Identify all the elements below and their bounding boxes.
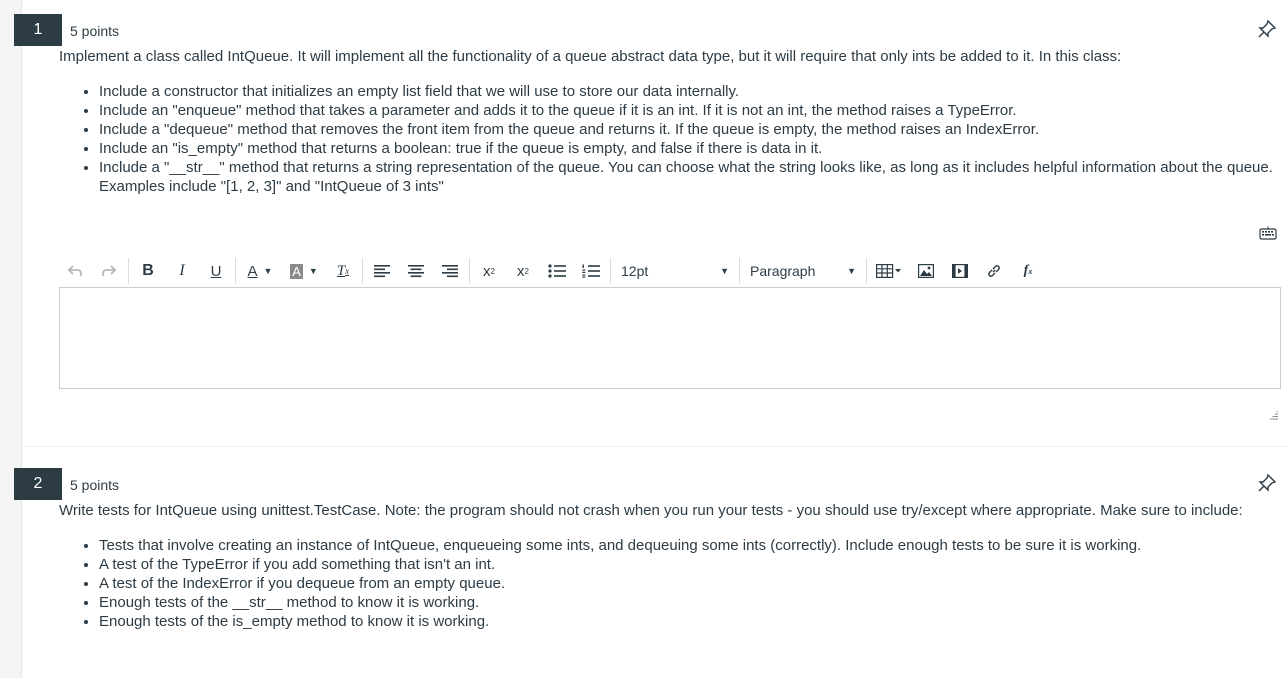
pin-icon[interactable] (1257, 473, 1277, 493)
image-icon[interactable] (909, 256, 943, 286)
font-size-select[interactable] (613, 256, 737, 286)
toolbar-separator (235, 258, 236, 284)
underline-icon[interactable]: U (210, 262, 222, 280)
question-1 (14, 14, 1287, 195)
clear-formatting-icon[interactable]: T x (336, 262, 350, 279)
question-text (59, 501, 1277, 631)
text-color-icon[interactable]: A ▼ (247, 262, 273, 280)
italic-icon[interactable]: I (179, 262, 185, 279)
requirement-list (59, 536, 1277, 631)
question-number: 1 (14, 14, 62, 46)
toolbar-separator (739, 258, 740, 284)
bullet-list-icon[interactable] (540, 256, 574, 286)
link-icon[interactable] (977, 256, 1011, 286)
list-item: • Include a "dequeue" method that removes the front item from the queue and returns it. If the queue is empty, the method raises an IndexError. (99, 120, 1277, 139)
answer-editor[interactable] (59, 287, 1281, 389)
list-item: • Include an "is_empty" method that returns a boolean: true if the queue is empty, and false if there is data in it. (99, 139, 1277, 158)
left-gutter (0, 0, 22, 678)
pin-icon[interactable] (1257, 19, 1277, 39)
toolbar-separator (610, 258, 611, 284)
question-text (59, 47, 1277, 196)
list-item: • Tests that involve creating an instance of IntQueue, enqueueing some ints, and dequeuing some ints (correctly). Include enough tests to be sure it is working. (99, 536, 1277, 555)
keyboard-icon[interactable] (1259, 226, 1277, 240)
table-icon[interactable] (869, 256, 909, 286)
chevron-down-icon: ▼ (847, 266, 856, 276)
question-intro: Implement a class called IntQueue. It will implement all the functionality of a queue abstract data type, but it will require that only ints be added to it. In this class: (59, 48, 1122, 65)
toolbar-separator (362, 258, 363, 284)
toolbar-separator (469, 258, 470, 284)
numbered-list-icon[interactable] (574, 256, 608, 286)
list-item: • Enough tests of the is_empty method to know it is working. (99, 612, 1277, 631)
list-item: • A test of the IndexError if you dequeue from an empty queue. (99, 574, 1277, 593)
question-points: 5 points (70, 477, 120, 493)
media-icon[interactable] (943, 256, 977, 286)
undo-icon[interactable] (58, 256, 92, 286)
font-size-value: 12pt (621, 263, 649, 279)
list-item: • Include an "enqueue" method that takes a parameter and adds it to the queue if it is an int. If it is not an int, the method raises a TypeError. (99, 101, 1277, 120)
align-center-icon[interactable] (399, 256, 433, 286)
list-item: • Include a "__str__" method that returns a string representation of the queue. You can choose what the string looks like, as long as it includes helpful information about the queue. Examples include "[1, 2, 3]" and "IntQueue of 3 ints" (99, 158, 1277, 196)
question-header (14, 14, 1287, 46)
toolbar-separator (128, 258, 129, 284)
requirement-list (59, 82, 1277, 196)
question-points: 5 points (70, 23, 120, 39)
question-header (14, 468, 1287, 500)
resize-handle-icon[interactable] (1269, 410, 1279, 420)
align-right-icon[interactable] (433, 256, 467, 286)
list-item: • A test of the TypeError if you add something that isn't an int. (99, 555, 1277, 574)
background-color-icon[interactable]: A ▼ (292, 263, 318, 279)
question-2 (14, 468, 1287, 630)
list-item: • Enough tests of the __str__ method to know it is working. (99, 593, 1277, 612)
block-format-value: Paragraph (750, 263, 816, 279)
toolbar-separator (866, 258, 867, 284)
equation-icon[interactable]: f x (1023, 263, 1033, 278)
question-divider (22, 446, 1287, 447)
align-left-icon[interactable] (365, 256, 399, 286)
superscript-icon[interactable]: x 2 (483, 262, 495, 280)
chevron-down-icon: ▼ (720, 266, 729, 276)
rich-text-toolbar (58, 256, 1058, 286)
bold-icon[interactable]: B (142, 262, 154, 279)
redo-icon[interactable] (92, 256, 126, 286)
question-intro: Write tests for IntQueue using unittest.TestCase. Note: the program should not crash when you run your tests - you should use try/except where appropriate. Make sure to include: (59, 502, 1243, 519)
block-format-select[interactable] (742, 256, 864, 286)
question-number: 2 (14, 468, 62, 500)
list-item: • Include a constructor that initializes an empty list field that we will use to store our data internally. (99, 82, 1277, 101)
subscript-icon[interactable]: x 2 (517, 262, 529, 280)
